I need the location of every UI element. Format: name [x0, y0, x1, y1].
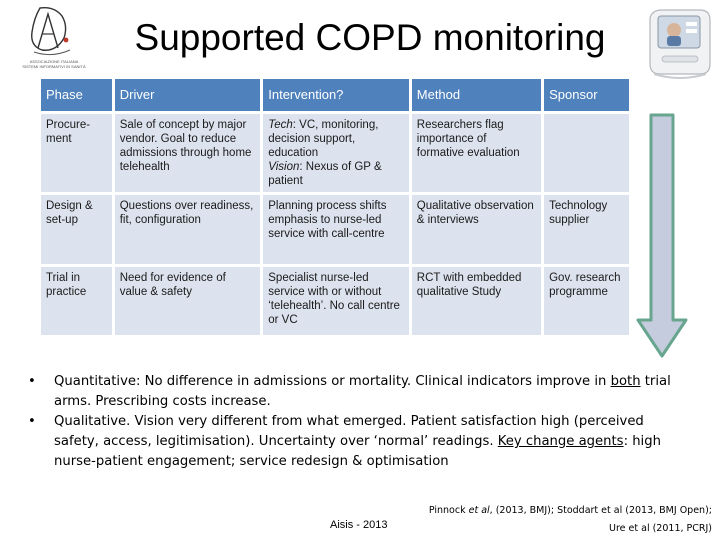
- cell-sponsor: Technology supplier: [544, 195, 629, 264]
- cell-intervention: [263, 114, 409, 192]
- footer-event: Aisis - 2013: [330, 519, 388, 531]
- table-row: [41, 195, 629, 264]
- cell-driver: Sale of concept by major vendor. Goal to reduce admissions through home telehealth: [115, 114, 261, 192]
- cell-method: RCT with embedded qualitative Study: [412, 267, 541, 335]
- table-header-row: [41, 79, 629, 111]
- reference-post: , (2013, BMJ); Stoddart et al (2013, BMJ Open);: [489, 505, 712, 516]
- telehealth-monitor-device-icon: [640, 4, 716, 84]
- cell-sponsor: [544, 114, 629, 192]
- footer-references: [400, 502, 712, 538]
- cell-driver: Questions over readiness, fit, configuration: [115, 195, 261, 264]
- bullet-text-after: trial arms. Prescribing costs increase.: [54, 374, 671, 409]
- aisis-logo: [8, 4, 100, 70]
- phases-table: [38, 76, 632, 338]
- logo-text-line2: SISTEMI INFORMATIVI IN SANITÀ: [22, 64, 86, 69]
- down-arrow-icon: [632, 112, 690, 360]
- logo-text-line1: ASSOCIAZIONE ITALIANA: [29, 59, 79, 64]
- table-row: [41, 114, 629, 192]
- findings-list: [26, 372, 676, 472]
- vision-label: Vision: [268, 161, 300, 173]
- list-item: [26, 372, 676, 412]
- table-row: [41, 267, 629, 335]
- header-method: Method: [412, 79, 541, 111]
- bullet-marker: •: [28, 414, 36, 429]
- bullet-marker: •: [28, 374, 36, 389]
- cell-method: Qualitative observation & interviews: [412, 195, 541, 264]
- vision-text: : Nexus of GP & patient: [268, 161, 382, 187]
- slide-title: Supported COPD monitoring: [134, 17, 606, 58]
- reference-etal: et al: [468, 505, 490, 516]
- bullet-text-underlined: both: [610, 374, 641, 389]
- header-sponsor: Sponsor: [544, 79, 629, 111]
- bullet-text-before: Quantitative: No difference in admissions or mortality. Clinical indicators improve in: [54, 374, 611, 389]
- reference-pre: Pinnock: [428, 505, 469, 516]
- cell-sponsor: Gov. research programme: [544, 267, 629, 335]
- header-driver: Driver: [115, 79, 261, 111]
- header-intervention: Intervention?: [263, 79, 409, 111]
- tech-text: : VC, monitoring, decision support, education: [268, 119, 379, 159]
- bullet-text-after: : high nurse-patient engagement; service redesign & optimisation: [54, 434, 661, 469]
- header-phase: Phase: [41, 79, 112, 111]
- tech-label: Tech: [268, 119, 293, 131]
- cell-intervention: Specialist nurse-led service with or without ‘telehealth’. No call centre or VC: [263, 267, 409, 335]
- cell-intervention: Planning process shifts emphasis to nurse-led service with call-centre: [263, 195, 409, 264]
- bullet-text-underlined: Key change agents: [497, 434, 624, 449]
- cell-driver: Need for evidence of value & safety: [115, 267, 261, 335]
- list-item: [26, 412, 676, 472]
- cell-phase: Design & set-up: [41, 195, 112, 264]
- cell-phase: Procure-ment: [41, 114, 112, 192]
- cell-method: Researchers flag importance of formative evaluation: [412, 114, 541, 192]
- cell-phase: Trial in practice: [41, 267, 112, 335]
- logo-emblem: [8, 4, 100, 60]
- bullet-text-before: Qualitative. Vision very different from what emerged. Patient satisfaction high (perceived safety, access, legitimisation). Uncertainty over ‘normal’ readings.: [54, 414, 644, 449]
- reference-line2: Ure et al (2011, PCRJ): [609, 523, 712, 534]
